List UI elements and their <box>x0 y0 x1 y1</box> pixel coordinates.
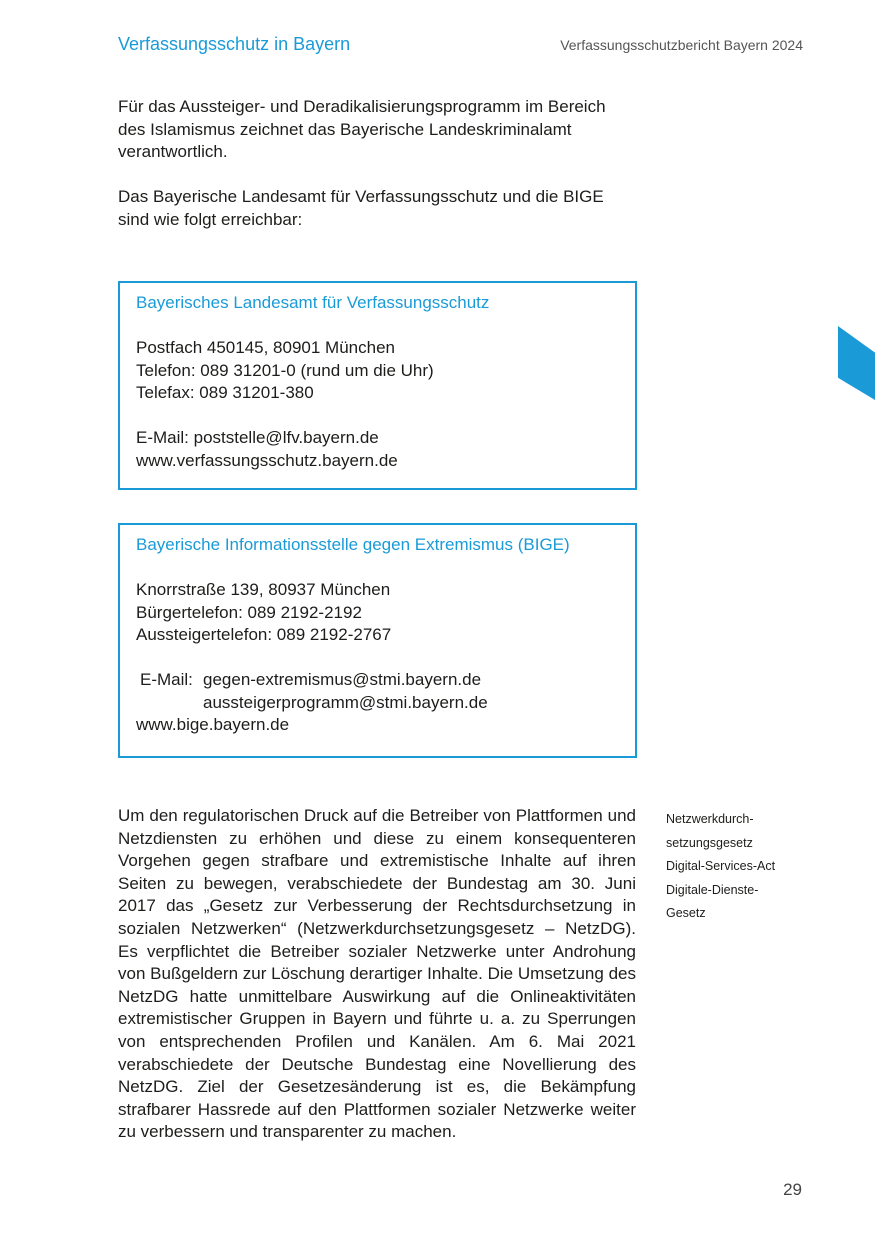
intro-paragraph-2: Das Bayerische Landesamt für Verfassungsschutz und die BIGE sind wie folgt erreichbar: <box>118 187 604 229</box>
netzdg-paragraph: Um den regulatorischen Druck auf die Betreiber von Plattformen und Netzdiensten zu erhöhen und diese zu einem konsequenteren Vorgehen gegen strafbare und extremistische Inhalte auf ihren Seiten zu bewegen, verabschiedete der Bundestag am 30. Juni 2017 das „Gesetz zur Verbesserung der Rechtsdurchsetzung in sozialen Netzwerken“ (Netzwerkdurchsetzungsgesetz – NetzDG). Es verpflichtet die Betreiber sozialer Netzwerke unter Androhung von Bußgeldern zur Löschung derartiger Inhalte. Die Umsetzung des NetzDG hatte unmittelbare Auswirkung auf die Onlineaktivitäten extremistischer Gruppen in Bayern und führte u. a. zu Sperrungen von entsprechenden Profilen und Kanälen. Am 6. Mai 2021 verabschiedete der Deutsche Bundestag eine Novellierung des NetzDG. Ziel der Gesetzesänderung ist es, die Bekämpfung strafbarer Hassrede auf den Plattformen sozialer Netzwerke weiter zu verbessern und transparenter zu machen. <box>118 806 636 1142</box>
lfv-phone: Telefon: 089 31201-0 (rund um die Uhr) <box>136 360 434 380</box>
lfv-fax: Telefax: 089 31201-380 <box>136 383 314 402</box>
spacer <box>136 647 619 670</box>
margin-note-line: Digital-Services-Act <box>666 859 776 873</box>
bige-dropout-phone: Aussteigertelefon: 089 2192-2767 <box>136 625 392 644</box>
bige-citizen-phone: Bürgertelefon: 089 2192-2192 <box>136 602 362 622</box>
lfv-email: E-Mail: poststelle@lfv.bayern.de <box>136 428 379 447</box>
margin-note-line: Digitale-Dienste- <box>666 882 759 897</box>
section-title: Verfassungsschutz in Bayern <box>118 34 351 54</box>
contact-box-bige-title: Bayerische Informationsstelle gegen Extremismus (BIGE) <box>136 535 570 554</box>
contact-box-lfv-title: Bayerisches Landesamt für Verfassungsschutz <box>136 293 490 312</box>
chapter-tab-marker <box>838 326 875 400</box>
margin-note-line: Gesetz <box>666 906 706 920</box>
bige-email-list <box>203 669 488 714</box>
contact-box-bige <box>118 523 637 758</box>
bige-website: www.bige.bayern.de <box>136 715 290 734</box>
bige-email-2: aussteigerprogramm@stmi.bayern.de <box>203 692 488 712</box>
bige-email-label: E-Mail: <box>140 670 193 689</box>
margin-note-line: Netzwerkdurch- <box>666 812 754 826</box>
report-title: Verfassungsschutzbericht Bayern 2024 <box>560 37 803 53</box>
intro-paragraph-1: Für das Aussteiger- und Deradikalisierungsprogramm im Bereich des Islamismus zeichnet das Bayerische Landeskriminalamt verantwortlich. <box>118 97 606 162</box>
bige-email-row <box>136 669 619 714</box>
lfv-address: Postfach 450145, 80901 München <box>136 338 395 357</box>
page-number: 29 <box>783 1180 802 1199</box>
bige-email-1: gegen-extremismus@stmi.bayern.de <box>203 670 482 689</box>
bige-address: Knorrstraße 139, 80937 München <box>136 580 391 599</box>
contact-box-lfv <box>118 281 637 490</box>
margin-note-line: setzungsgesetz <box>666 835 753 850</box>
margin-notes <box>666 808 775 926</box>
spacer <box>136 405 619 428</box>
lfv-website: www.verfassungsschutz.bayern.de <box>136 450 398 470</box>
